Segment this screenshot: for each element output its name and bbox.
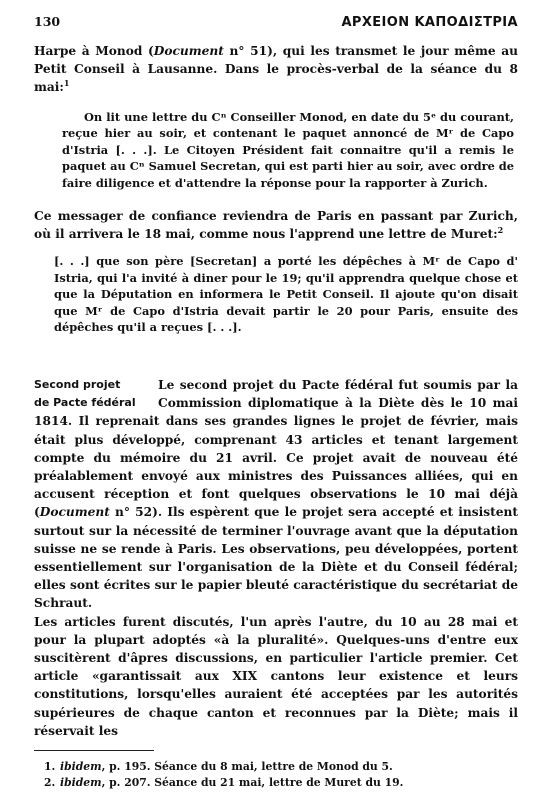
marginal-heading <box>34 376 148 412</box>
book-page <box>34 14 518 790</box>
quotation-2: [. . .] que son père [Secretan] a porté les dépêches à Mʳ de Capo d' Istria, qui l'a invité à diner pour le 19; qu'il apprendra quelque chose et que la Députation en informera le Petit Conseil. Il ajoute qu'on disait que Mʳ de Capo d'Istria devait partir le 20 pour Paris, ensuite des dépêches qu'il a reçues [. . .]. <box>54 253 518 335</box>
paragraph-3-text-b: n° 52). Ils espèrent que le projet sera accepté et insistent surtout sur la nécessité de terminer l'ouvrage avant que la députation suisse ne se rende à Paris. Les observations, peu développées, portent essentiellement sur l'organisation de la Diète et du Conseil fédéral; elles sont écrites sur le papier bleuté caractéristique du secrétariat de Schraut. <box>34 505 518 611</box>
quotation-1: On lit une lettre du Cⁿ Conseiller Monod, en date du 5ᵉ du courant, reçue hier au soir, et contenant le paquet annoncé de Mʳ de Capo d'Istria [. . .]. Le Citoyen Président fait connaitre qu'il a remis le paquet au Cⁿ Samuel Secretan, qui est parti hier au soir, avec ordre de faire diligence et d'attendre la réponse pour la rapporter à Zurich. <box>62 109 514 190</box>
footnote-2-ibidem: ibidem <box>60 775 102 789</box>
marginal-heading-line-2: de Pacte fédéral <box>34 396 136 410</box>
paragraph-3-text-a: Le second projet du Pacte fédéral fut soumis par la Commission diplomatique à la Diète dès le 10 mai 1814. Il reprenait dans ses grandes lignes le projet de février, mais était plus développé, comprenant 43 articles et tenant largement compte du mémoire du 21 avril. Ce projet avait de nouveau été préalablement envoyé aux ministres des Puissances alliées, qui en accusent réception et font quelques observations le 10 mai déjà ( <box>34 377 518 520</box>
paragraph-1-text-a: Harpe à Monod ( <box>34 44 154 58</box>
footnote-2-number: 2. <box>44 775 56 789</box>
footnotes <box>44 759 518 790</box>
document-ref-51: Document <box>153 44 224 58</box>
paragraph-2-text: Ce messager de confiance reviendra de Paris en passant par Zurich, où il arrivera le 18 mai, comme nous l'apprend une lettre de Muret: <box>34 208 518 241</box>
paragraph-4: Les articles furent discutés, l'un après l'autre, du 10 au 28 mai et pour la plupart adoptés «à la pluralité». Quelques-uns d'entre eux suscitèrent d'âpres discussions, en particulier l'article premier. Cet article «garantissait aux XIX cantons leur existence et leurs constitutions, lorsqu'elles auraient été acceptées par les autorités supérieures de chaque canton et reconnues par la Diète; mais il réservait les <box>34 614 518 738</box>
footnote-ref-1[interactable]: 1 <box>63 78 70 89</box>
section-second-projet <box>34 376 518 740</box>
footnote-1-number: 1. <box>44 760 56 774</box>
running-header <box>34 14 518 30</box>
footnote-2-text: , p. 207. Séance du 21 mai, lettre de Muret du 19. <box>101 775 404 789</box>
paragraph-3 <box>34 376 518 613</box>
footnote-2 <box>44 775 518 791</box>
paragraph-2 <box>34 207 518 243</box>
marginal-heading-line-1: Second projet <box>34 377 121 391</box>
footnote-1-ibidem: ibidem <box>60 760 102 774</box>
footnote-ref-2[interactable]: 2 <box>497 224 504 235</box>
running-title: ΑΡΧΕΙΟΝ ΚΑΠΟΔΙΣΤΡΙΑ <box>341 15 518 30</box>
footnote-1-text: , p. 195. Séance du 8 mai, lettre de Monod du 5. <box>101 760 393 774</box>
document-ref-52: Document <box>39 505 110 520</box>
footnote-1 <box>44 759 518 775</box>
paragraph-1-text-b: n° 51), qui les transmet le jour même au Petit Conseil à Lausanne. Dans le procès-verbal de la séance du 8 mai: <box>34 44 518 95</box>
paragraph-1 <box>34 42 518 97</box>
page-number: 130 <box>34 14 61 29</box>
footnote-rule <box>34 750 154 751</box>
